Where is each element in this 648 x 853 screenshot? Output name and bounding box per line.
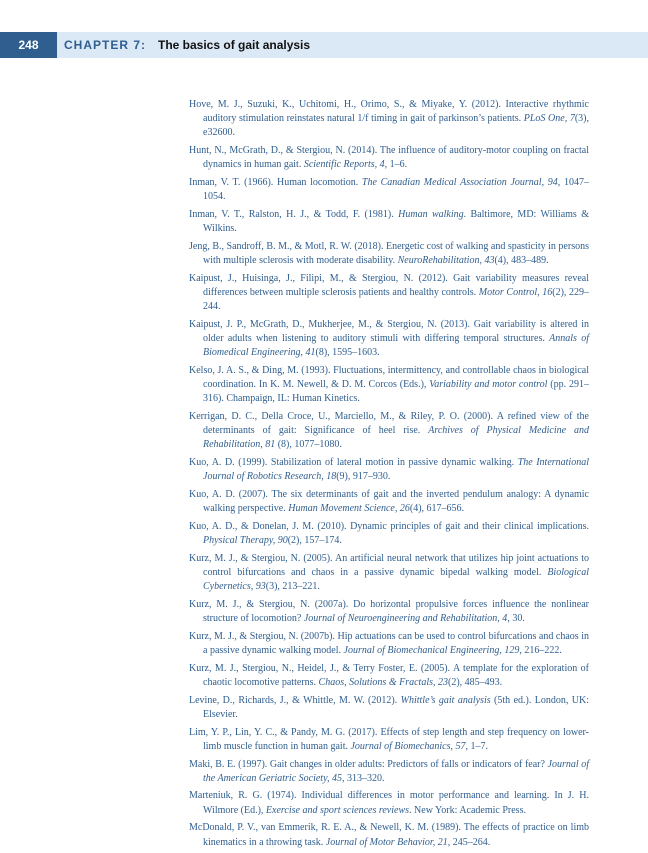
- reference-entry: [189, 758, 589, 786]
- reference-details: . New York: Academic Press.: [409, 804, 526, 816]
- reference-entry: [189, 176, 589, 204]
- reference-entry: [189, 488, 589, 516]
- reference-details: (8), 1077–1080.: [275, 439, 342, 451]
- reference-text: Jeng, B., Sandroff, B. M., & Motl, R. W. (2018). Energetic cost of walking and spasticity in persons with multiple sclerosis with moderate disability.: [189, 240, 589, 267]
- reference-list: [189, 98, 589, 853]
- reference-source: Journal of Biomechanics, 57: [350, 740, 466, 752]
- reference-text: Kuo, A. D., & Donelan, J. M. (2010). Dynamic principles of gait and their clinical implications.: [189, 520, 589, 532]
- reference-entry: [189, 821, 589, 849]
- chapter-label: CHAPTER 7:: [64, 38, 147, 52]
- reference-text: Kurz, M. J., & Stergiou, N. (2005). An artificial neural network that utilizes hip joint actuations to control bifurcations and chaos in a passive dynamic bipedal walking model.: [189, 552, 589, 579]
- reference-source: Human Movement Science, 26: [288, 503, 410, 515]
- reference-text: Kurz, M. J., Stergiou, N., Heidel, J., & Terry Foster, E. (2005). A template for the exploration of chaotic locomotive patterns.: [189, 662, 589, 689]
- reference-entry: [189, 410, 589, 453]
- reference-details: , 30.: [507, 613, 525, 625]
- reference-source: The International Journal of Robotics Research, 18: [203, 457, 589, 483]
- reference-text: Kaipust, J., Huisinga, J., Filipi, M., & Stergiou, N. (2012). Gait variability measures reveal differences between multiple sclerosis patients and healthy controls.: [189, 272, 589, 298]
- reference-text: Kurz, M. J., & Stergiou, N. (2007b). Hip actuations can be used to control bifurcations and chaos in a passive dynamic walking model.: [189, 630, 589, 657]
- reference-details: , 216–222.: [519, 645, 562, 657]
- reference-text: Kaipust, J. P., McGrath, D., Mukherjee, M., & Stergiou, N. (2013). Gait variability is altered in older adults when listening to auditory stimuli with differing temporal structures.: [189, 318, 589, 345]
- reference-source: Physical Therapy, 90: [203, 535, 288, 547]
- chapter-title: The basics of gait analysis: [158, 38, 311, 52]
- reference-text: McDonald, P. V., van Emmerik, R. E. A., & Newell, K. M. (1989). The effects of practice on limb kinematics in a throwing task.: [189, 822, 589, 848]
- reference-entry: [189, 630, 589, 658]
- reference-source: PLoS One, 7: [523, 113, 575, 125]
- reference-details: , 1–7.: [465, 740, 488, 752]
- reference-details: (2), 157–174.: [287, 535, 342, 547]
- reference-details: (5th ed.). London, UK: Elsevier.: [203, 694, 589, 720]
- reference-text: Kurz, M. J., & Stergiou, N. (2007a). Do horizontal propulsive forces influence the nonlinear structure of locomotion?: [189, 599, 589, 625]
- reference-details: , 245–264.: [447, 836, 491, 848]
- reference-details: (2), 229–244.: [203, 286, 590, 313]
- reference-details: (9), 917–930.: [336, 471, 391, 483]
- reference-entry: [189, 598, 589, 626]
- reference-source: Biological Cybernetics, 93: [203, 567, 589, 593]
- reference-text: Hove, M. J., Suzuki, K., Uchitomi, H., Orimo, S., & Miyake, Y. (2012). Interactive rhythmic auditory stimulation reinstates natural 1/f timing in gait of parkinson’s patients.: [189, 99, 589, 125]
- reference-source: Whittle’s gait analysis: [400, 694, 491, 706]
- reference-source: Exercise and sport sciences reviews: [265, 804, 410, 816]
- reference-text: Inman, V. T. (1966). Human locomotion.: [189, 177, 362, 189]
- reference-details: , 1047–1054.: [203, 177, 590, 203]
- reference-text: Marteniuk, R. G. (1974). Individual differences in motor performance and learning. In J. H. Wilmore (Ed.),: [189, 790, 589, 816]
- reference-details: (4), 483–489.: [494, 255, 549, 267]
- reference-details: , 1–6.: [384, 159, 408, 171]
- reference-entry: [189, 208, 589, 236]
- reference-entry: [189, 662, 589, 690]
- reference-details: . Baltimore, MD: Williams & Wilkins.: [203, 208, 589, 235]
- reference-entry: [189, 789, 589, 817]
- reference-source: Human walking: [398, 208, 464, 220]
- page-number: 248: [0, 32, 57, 58]
- reference-entry: [189, 552, 589, 595]
- reference-entry: [189, 726, 589, 754]
- reference-source: Annals of Biomedical Engineering, 41: [203, 333, 589, 359]
- reference-entry: [189, 318, 589, 361]
- reference-details: (8), 1595–1603.: [315, 347, 380, 359]
- reference-text: Lim, Y. P., Lin, Y. C., & Pandy, M. G. (2017). Effects of step length and step frequency on lower-limb muscle function in human gait.: [189, 726, 589, 752]
- reference-source: Scientific Reports, 4: [303, 159, 385, 171]
- reference-source: Journal of Motor Behavior, 21: [325, 836, 448, 848]
- reference-details: (2), 485–493.: [447, 677, 503, 689]
- reference-details: (pp. 291–316). Champaign, IL: Human Kinetics.: [203, 379, 589, 405]
- reference-source: The Canadian Medical Association Journal, 94: [361, 177, 558, 189]
- reference-entry: [189, 144, 589, 172]
- reference-details: (3), e32600.: [203, 113, 589, 139]
- reference-entry: [189, 240, 589, 268]
- page-header: [0, 32, 648, 58]
- reference-details: , 313–320.: [341, 772, 385, 784]
- reference-text: Hunt, N., McGrath, D., & Stergiou, N. (2014). The influence of auditory-motor coupling on fractal dynamics in human gait.: [189, 145, 589, 171]
- reference-source: Journal of Biomechanical Engineering, 129: [343, 645, 520, 657]
- reference-entry: [189, 456, 589, 484]
- reference-text: Kerrigan, D. C., Della Croce, U., Marciello, M., & Riley, P. O. (2000). A refined view of the determinants of gait: Significance of heel rise.: [189, 411, 589, 437]
- reference-entry: [189, 364, 589, 407]
- reference-source: NeuroRehabilitation, 43: [397, 255, 495, 267]
- reference-entry: [189, 520, 589, 548]
- reference-text: Kuo, A. D. (2007). The six determinants of gait and the inverted pendulum analogy: A dynamic walking perspective.: [189, 489, 589, 515]
- reference-source: Motor Control, 16: [478, 286, 553, 298]
- reference-details: (4), 617–656.: [409, 503, 465, 515]
- reference-entry: [189, 272, 589, 315]
- reference-source: Archives of Physical Medicine and Rehabilitation, 81: [203, 425, 589, 451]
- reference-entry: [189, 694, 589, 722]
- reference-source: Chaos, Solutions & Fractals, 23: [318, 677, 448, 689]
- reference-source: Variability and motor control: [429, 379, 548, 391]
- reference-text: Maki, B. E. (1997). Gait changes in older adults: Predictors of falls or indicators of fear?: [189, 758, 548, 770]
- reference-entry: [189, 98, 589, 141]
- reference-source: Journal of Neuroengineering and Rehabilitation, 4: [303, 613, 508, 625]
- reference-text: Inman, V. T., Ralston, H. J., & Todd, F. (1981).: [189, 208, 399, 220]
- reference-details: (3), 213–221.: [265, 581, 320, 593]
- reference-text: Kuo, A. D. (1999). Stabilization of lateral motion in passive dynamic walking.: [189, 457, 518, 469]
- reference-text: Levine, D., Richards, J., & Whittle, M. W. (2012).: [189, 694, 401, 706]
- reference-source: Journal of the American Geriatric Society, 45: [203, 758, 590, 784]
- reference-text: Kelso, J. A. S., & Ding, M. (1993). Fluctuations, intermittency, and controllable chaos in biological coordination. In K. M. Newell, & D. M. Corcos (Eds.),: [189, 364, 589, 391]
